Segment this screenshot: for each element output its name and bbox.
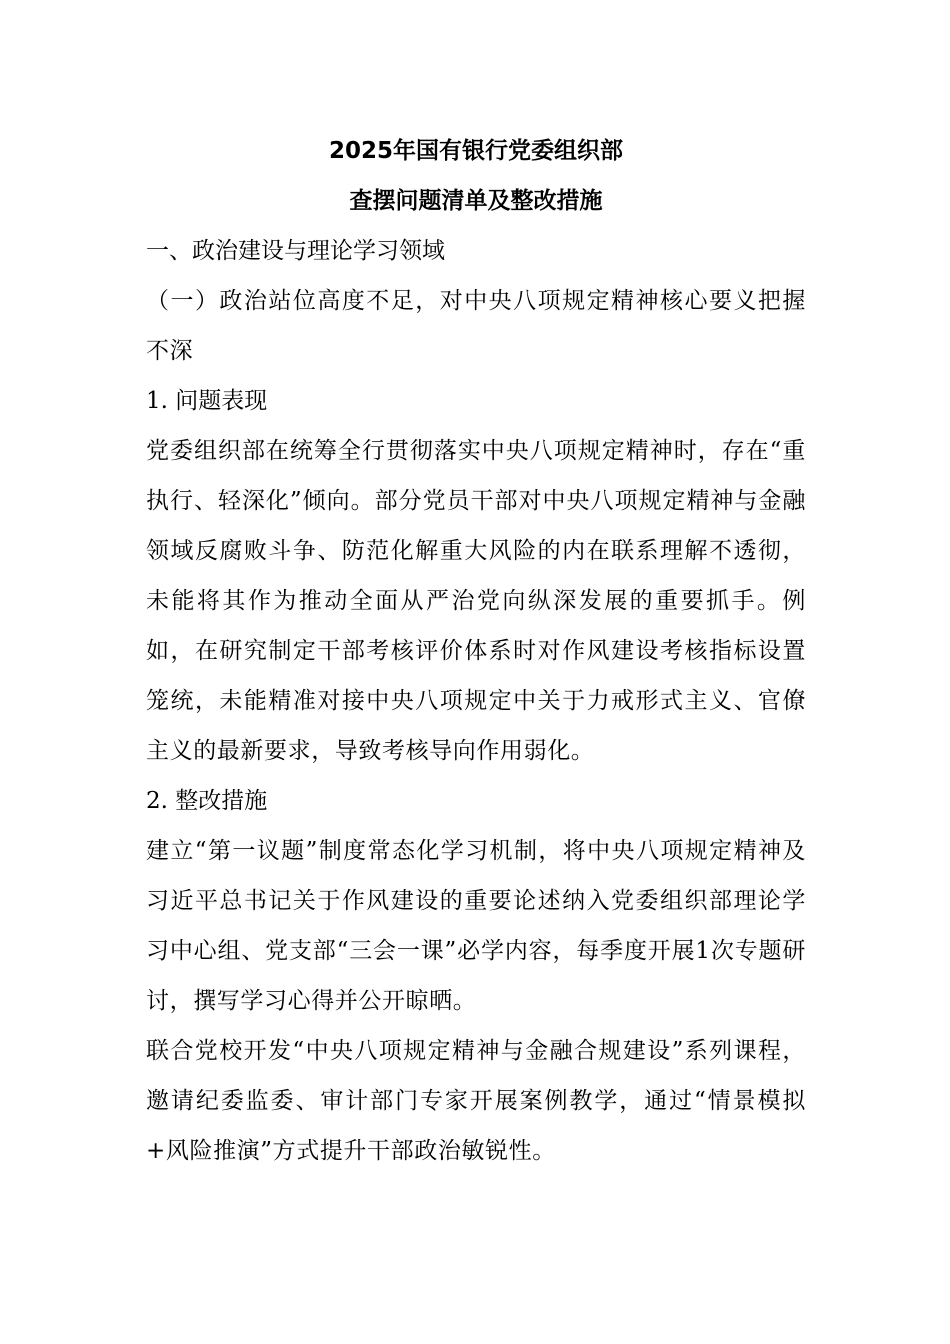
measures-paragraph-1: 建立“第一议题”制度常态化学习机制，将中央八项规定精神及习近平总书记关于作风建设的重要论述纳入党委组织部理论学习中心组、党支部“三会一课”必学内容，每季度开展1次专题研讨，撰写学习心得并公开晾晒。 bbox=[146, 838, 806, 1014]
item-heading-measures: 2. 整改措施 bbox=[146, 788, 268, 814]
measures-paragraph-2: 联合党校开发“中央八项规定精神与金融合规建设”系列课程，邀请纪委监委、审计部门专家开展案例教学，通过“情景模拟+风险推演”方式提升干部政治敏锐性。 bbox=[146, 1038, 806, 1164]
item-heading-problem: 1. 问题表现 bbox=[146, 388, 268, 414]
document-title-line1: 2025年国有银行党委组织部 bbox=[328, 138, 623, 164]
section-heading: 一、政治建设与理论学习领域 bbox=[146, 238, 445, 264]
problem-body-paragraph: 党委组织部在统筹全行贯彻落实中央八项规定精神时，存在“重执行、轻深化”倾向。部分党员干部对中央八项规定精神与金融领域反腐败斗争、防范化解重大风险的内在联系理解不透彻，未能将其作为推动全面从严治党向纵深发展的重要抓手。例如，在研究制定干部考核评价体系时对作风建设考核指标设置笼统，未能精准对接中央八项规定中关于力戒形式主义、官僚主义的最新要求，导致考核导向作用弱化。 bbox=[146, 438, 806, 764]
document-page bbox=[146, 126, 806, 1176]
document-title-line2: 查摆问题清单及整改措施 bbox=[349, 188, 603, 214]
subsection-heading: （一）政治站位高度不足，对中央八项规定精神核心要义把握不深 bbox=[146, 288, 806, 364]
